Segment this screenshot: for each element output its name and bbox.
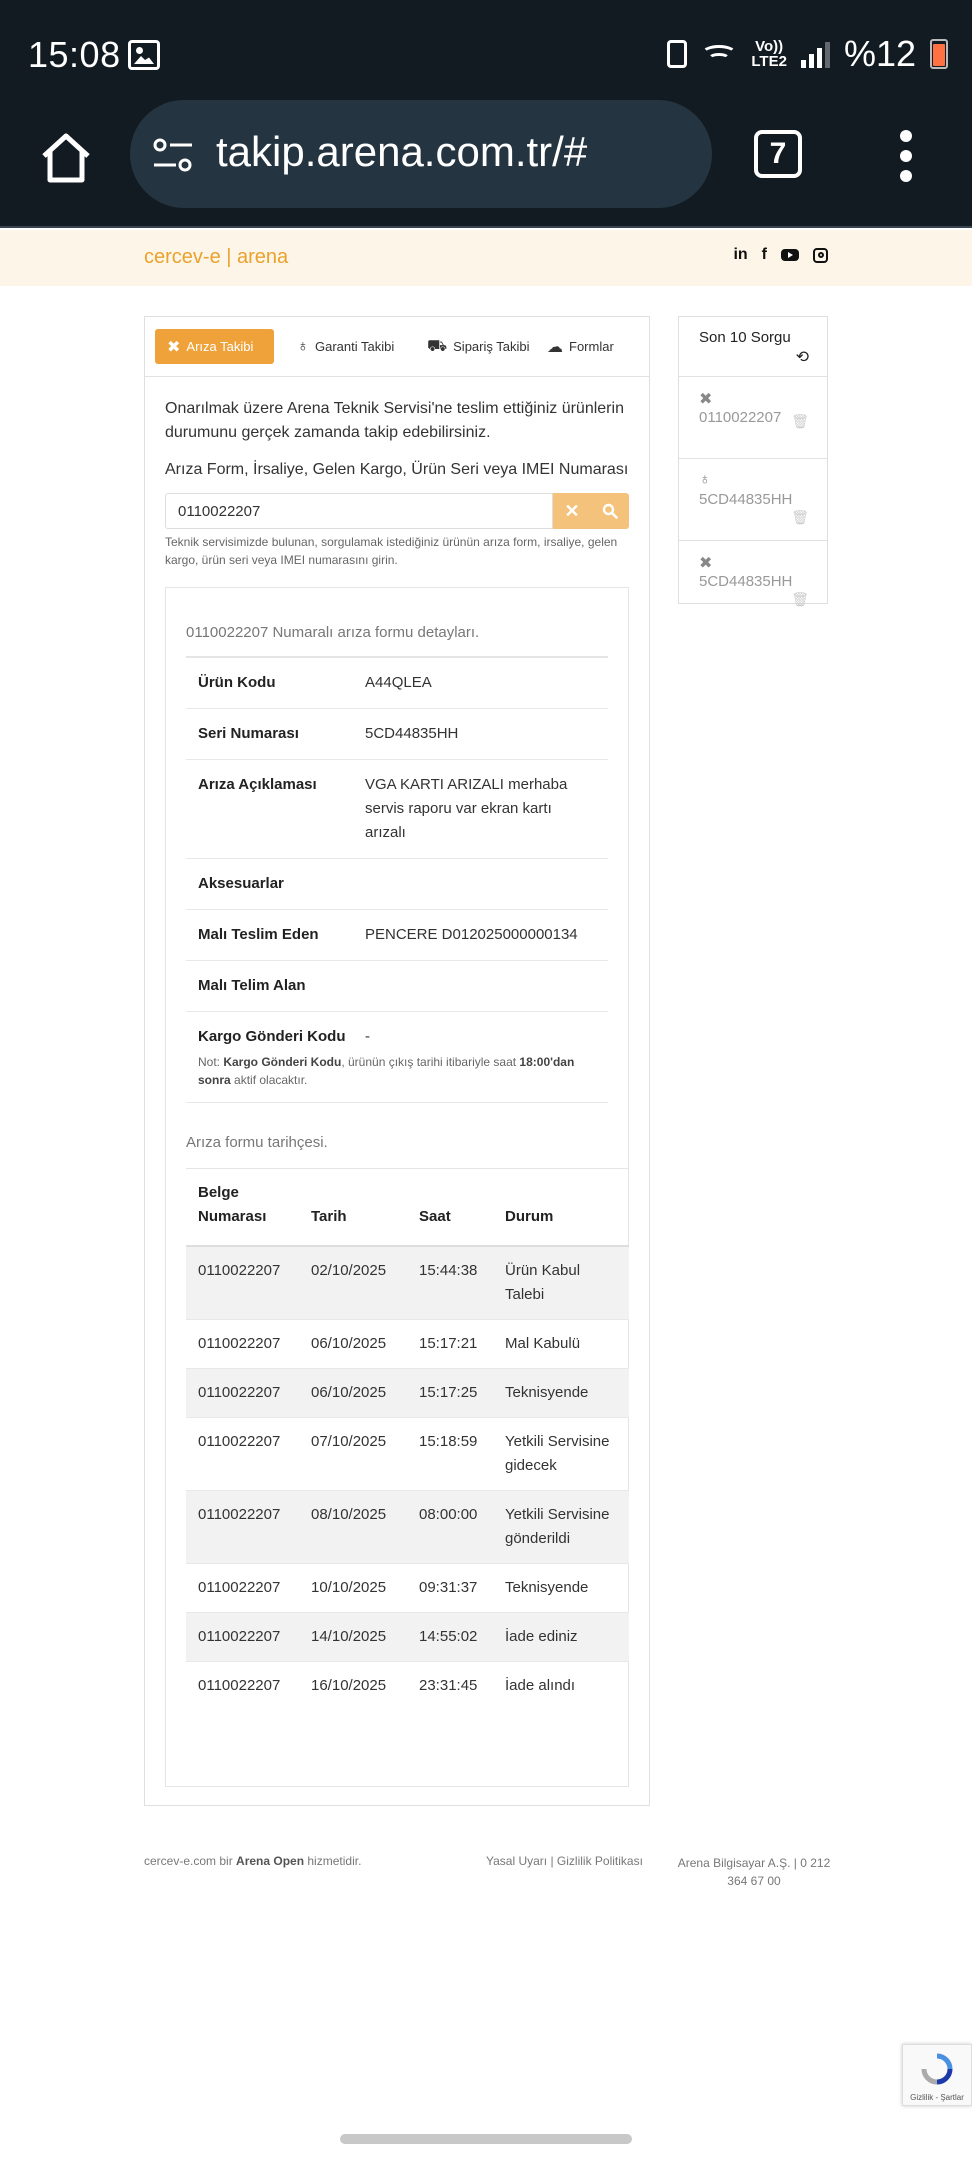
details-row: Malı Teslim Eden PENCERE D012025000000134 — [186, 910, 608, 961]
details-row: Arıza Açıklaması VGA KARTI ARIZALI merhaba servis raporu var ekran kartı arızalı — [186, 760, 608, 859]
history-title: Arıza formu tarihçesi. — [186, 1134, 328, 1151]
recaptcha-text[interactable]: Gizlilik - Şartlar — [910, 2093, 964, 2102]
col-durum: Durum — [493, 1169, 629, 1247]
site-header — [0, 230, 972, 286]
recent-query-value[interactable]: 5CD44835HH — [699, 491, 793, 508]
footer-legal-links[interactable]: Yasal Uyarı | Gizlilik Politikası — [486, 1854, 643, 1868]
clock: 15:08 — [28, 34, 121, 75]
search-group — [165, 493, 629, 529]
history-icon[interactable]: ⟲ — [795, 349, 809, 366]
home-icon[interactable] — [38, 130, 94, 186]
address-bar[interactable] — [130, 100, 712, 208]
details-title: 0110022207 Numaralı arıza formu detayları. — [186, 624, 480, 641]
close-icon: ✕ — [564, 501, 580, 521]
table-row: 0110022207 06/10/2025 15:17:25 Teknisyende — [186, 1369, 629, 1418]
recent-query-item[interactable] — [679, 459, 827, 541]
recent-queries-panel — [678, 316, 828, 607]
wrench-icon: ✖ — [699, 555, 713, 572]
table-row: 0110022207 02/10/2025 15:44:38 Ürün Kabul Talebi — [186, 1246, 629, 1320]
gallery-notification-icon — [128, 40, 160, 70]
gesture-bar[interactable] — [340, 2134, 632, 2144]
details-row: Ürün Kodu A44QLEA — [186, 658, 608, 709]
browser-toolbar — [0, 100, 972, 228]
recaptcha-badge[interactable] — [902, 2044, 972, 2106]
network-type: Vo)) LTE2 — [751, 38, 787, 70]
wrench-icon: ✖ — [167, 338, 181, 356]
wifi-icon — [701, 40, 737, 68]
award-icon: ♁ — [297, 337, 309, 355]
table-row: 0110022207 06/10/2025 15:17:21 Mal Kabulü — [186, 1320, 629, 1369]
recent-query-item[interactable] — [679, 541, 827, 623]
tab-ariza-takibi[interactable]: ✖ Arıza Takibi — [155, 329, 274, 364]
footer-service-text: cercev-e.com bir Arena Open hizmetidir. — [144, 1854, 362, 1868]
tracking-tabs — [145, 317, 649, 377]
help-text: Teknik servisimizde bulunan, sorgulamak istediğiniz ürünün arıza form, irsaliye, gelen kargo, ürün seri veya IMEI numarasını girin. — [165, 535, 618, 567]
url-text[interactable]: takip.arena.com.tr/# — [216, 128, 588, 175]
cargo-note: Not: Kargo Gönderi Kodu, ürünün çıkış tarihi itibariyle saat 18:00'dan sonra aktif olacaktır. — [198, 1055, 575, 1087]
history-header-row — [186, 1169, 629, 1247]
social-links — [733, 246, 828, 264]
recent-queries-title: Son 10 Sorgu — [699, 329, 791, 346]
result-box — [165, 587, 629, 1787]
cloud-download-icon: ☁ — [547, 338, 563, 356]
signal-icon — [801, 40, 830, 68]
query-label: Arıza Form, İrsaliye, Gelen Kargo, Ürün Seri veya IMEI Numarası — [165, 461, 629, 478]
table-row: 0110022207 07/10/2025 15:18:59 Yetkili Servisine gidecek — [186, 1418, 629, 1491]
battery-percent: %12 — [843, 33, 916, 74]
site-brand-link[interactable]: cercev-e | arena — [144, 246, 289, 268]
tab-garanti-takibi[interactable]: ♁ Garanti Takibi — [297, 337, 395, 355]
wrench-icon: ✖ — [699, 391, 713, 408]
tab-siparis-takibi[interactable]: ⛟ Sipariş Takibi — [427, 337, 530, 355]
table-row: 0110022207 14/10/2025 14:55:02 İade ediniz — [186, 1613, 629, 1662]
recent-query-value[interactable]: 5CD44835HH — [699, 573, 793, 590]
youtube-icon[interactable] — [781, 249, 799, 261]
tracking-panel — [144, 316, 650, 1806]
tab-switcher-button[interactable]: 7 — [754, 130, 802, 178]
col-saat: Saat — [407, 1169, 493, 1247]
clear-button[interactable] — [553, 493, 591, 529]
table-row: 0110022207 10/10/2025 09:31:37 Teknisyende — [186, 1564, 629, 1613]
details-row: Malı Telim Alan — [186, 961, 608, 1012]
award-icon: ♁ — [699, 471, 711, 488]
details-table — [186, 656, 608, 1103]
trash-icon[interactable]: 🗑 — [791, 413, 809, 429]
linkedin-icon[interactable]: in — [733, 246, 748, 263]
recent-queries-header — [679, 317, 827, 377]
truck-icon: ⛟ — [427, 337, 448, 355]
trash-icon[interactable]: 🗑 — [791, 591, 809, 607]
recent-query-value[interactable]: 0110022207 — [699, 409, 782, 426]
battery-saver-icon — [667, 40, 687, 68]
status-icons — [667, 34, 948, 74]
battery-icon — [930, 39, 948, 69]
details-row: Seri Numarası 5CD44835HH — [186, 709, 608, 760]
tab-formlar[interactable]: ☁ Formlar — [547, 338, 614, 356]
history-table — [186, 1168, 629, 1710]
recaptcha-icon — [919, 2053, 955, 2085]
search-input[interactable] — [165, 493, 553, 529]
recent-query-item[interactable] — [679, 377, 827, 459]
search-button[interactable] — [591, 493, 629, 529]
facebook-icon[interactable]: f — [761, 246, 767, 263]
more-options-icon[interactable] — [896, 130, 916, 186]
intro-text: Onarılmak üzere Arena Teknik Servisi'ne teslim ettiğiniz ürünlerin durumunu gerçek zamanda takip edebilirsiniz. — [165, 400, 624, 441]
instagram-icon[interactable] — [813, 248, 828, 263]
status-bar — [0, 0, 972, 100]
site-settings-icon[interactable] — [152, 136, 194, 174]
table-row: 0110022207 16/10/2025 23:31:45 İade alındı — [198, 1677, 576, 1694]
col-belge: Belge Numarası — [186, 1169, 299, 1247]
table-row: 0110022207 08/10/2025 08:00:00 Yetkili Servisine gönderildi — [186, 1491, 629, 1564]
footer-company: Arena Bilgisayar A.Ş. | 0 212 364 67 00 — [677, 1856, 831, 1888]
details-row: Aksesuarlar — [186, 859, 608, 910]
col-tarih: Tarih — [299, 1169, 407, 1247]
trash-icon[interactable]: 🗑 — [791, 509, 809, 525]
search-icon — [602, 503, 618, 519]
details-row-cargo: Kargo Gönderi Kodu - Not: Kargo Gönderi Kodu, ürünün çıkış tarihi itibariyle saat 18:00'dan sonra aktif olacaktır. — [186, 1012, 608, 1103]
